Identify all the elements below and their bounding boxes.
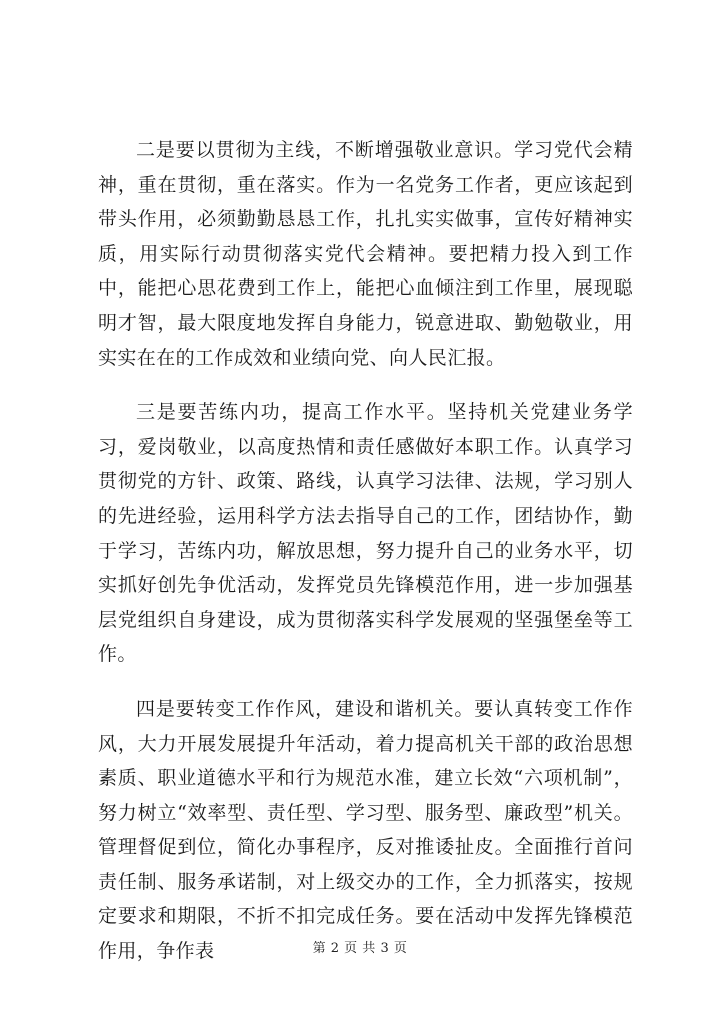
paragraph-4: 四是要转变工作作风，建设和谐机关。要认真转变工作作风，大力开展发展提升年活动，着力提高机关干部的政治思想素质、职业道德水平和行为规范水准，建立长效“六项机制”，努力树立“效率型、责任型、学习型、服务型、廉政型”机关。管理督促到位，简化办事程序，反对推诿扯皮。全面推行首问责任制、服务承诺制，对上级交办的工作，全力抓落实，按规定要求和期限，不折不扣完成任务。要在活动中发挥先锋模范作用，争作表 (98, 697, 633, 963)
paragraph-3: 三是要苦练内功，提高工作水平。坚持机关党建业务学习，爱岗敬业，以高度热情和责任感做好本职工作。认真学习贯彻党的方针、政策、路线，认真学习法律、法规，学习别人的先进经验，运用科学方法去指导自己的工作，团结协作，勤于学习，苦练内功，解放思想，努力提升自己的业务水平，切实抓好创先争优活动，发挥党员先锋模范作用，进一步加强基层党组织自身建设，成为贯彻落实科学发展观的坚强堡垒等工作。 (98, 401, 633, 666)
document-body (98, 133, 633, 989)
paragraph-2: 二是要以贯彻为主线，不断增强敬业意识。学习党代会精神，重在贯彻，重在落实。作为一名党务工作者，更应该起到带头作用，必须勤勤恳恳工作，扎扎实实做事，宣传好精神实质，用实际行动贯彻落实党代会精神。要把精力投入到工作中，能把心思花费到工作上，能把心血倾注到工作里，展现聪明才智，最大限度地发挥自身能力，锐意进取、勤勉敬业，用实实在在的工作成效和业绩向党、向人民汇报。 (98, 139, 633, 369)
page-number-footer: 第 2 页 共 3 页 (312, 941, 408, 956)
